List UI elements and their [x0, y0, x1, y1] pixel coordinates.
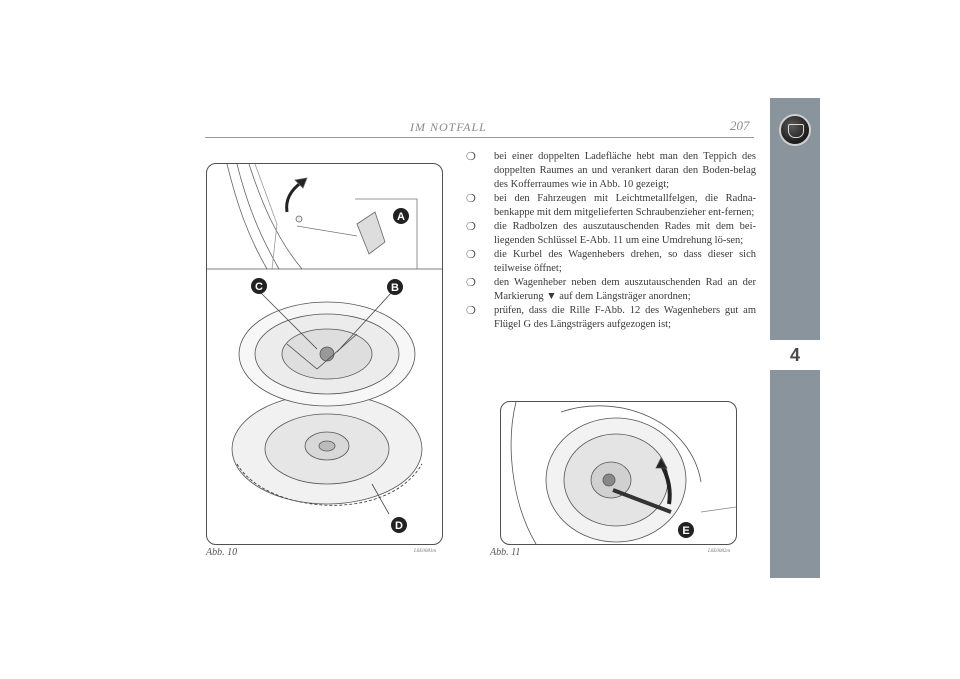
instruction-list	[466, 150, 756, 332]
list-item-text: bei den Fahrzeugen mit Leichtmetallfelgen, die Radna-benkappe mit dem mitgelieferten Schraubenzieher ent-fernen;	[494, 193, 756, 218]
figure-10-spare-wheel	[206, 163, 443, 545]
list-item	[466, 192, 756, 220]
label-a: A	[397, 211, 405, 223]
list-item	[466, 304, 756, 332]
list-item-text: prüfen, dass die Rille F-Abb. 12 des Wagenhebers gut am Flügel G des Längsträgers aufgezogen ist;	[494, 305, 756, 330]
list-item	[466, 276, 756, 304]
wheel-bolt-illustration	[501, 402, 736, 544]
bullet-mark: ❍	[466, 277, 476, 289]
running-header-title: IM NOTFALL	[410, 120, 487, 134]
list-item	[466, 150, 756, 192]
spare-wheel-illustration	[207, 164, 442, 544]
figure-10-code: L0E0081m	[414, 549, 436, 554]
header-divider	[205, 137, 754, 138]
figure-11-code: L0E0082m	[708, 549, 730, 554]
figure-11-wheel-bolts	[500, 401, 737, 545]
chapter-side-tab	[770, 98, 820, 578]
list-item-text: die Radbolzen des auszutauschenden Rades mit dem bei-liegenden Schlüssel E-Abb. 11 um eine Umdrehung lö-sen;	[494, 221, 756, 246]
lancia-logo-icon	[779, 114, 811, 146]
page-number: 207	[730, 118, 750, 133]
list-item	[466, 248, 756, 276]
label-d: D	[395, 520, 403, 532]
list-item	[466, 220, 756, 248]
label-e: E	[682, 525, 690, 537]
bullet-mark: ❍	[466, 151, 476, 163]
label-c: C	[255, 281, 263, 293]
bullet-mark: ❍	[466, 221, 476, 233]
label-b: B	[391, 282, 399, 294]
figure-10-caption: Abb. 10	[206, 547, 238, 558]
bullet-mark: ❍	[466, 193, 476, 205]
list-item-text: bei einer doppelten Ladefläche hebt man den Teppich des doppelten Raumes an und verankert daran den Boden-belag des Kofferraumes wie in Abb. 10 gezeigt;	[494, 151, 756, 190]
figure-11-caption: Abb. 11	[490, 547, 521, 558]
list-item-text: den Wagenheber neben dem auszutauschenden Rad an der Markierung ▼ auf dem Längsträger anordnen;	[494, 277, 756, 302]
list-item-text: die Kurbel des Wagenhebers drehen, so dass dieser sich teilweise öffnet;	[494, 249, 756, 274]
bullet-mark: ❍	[466, 305, 476, 317]
chapter-number: 4	[770, 340, 820, 370]
bullet-mark: ❍	[466, 249, 476, 261]
